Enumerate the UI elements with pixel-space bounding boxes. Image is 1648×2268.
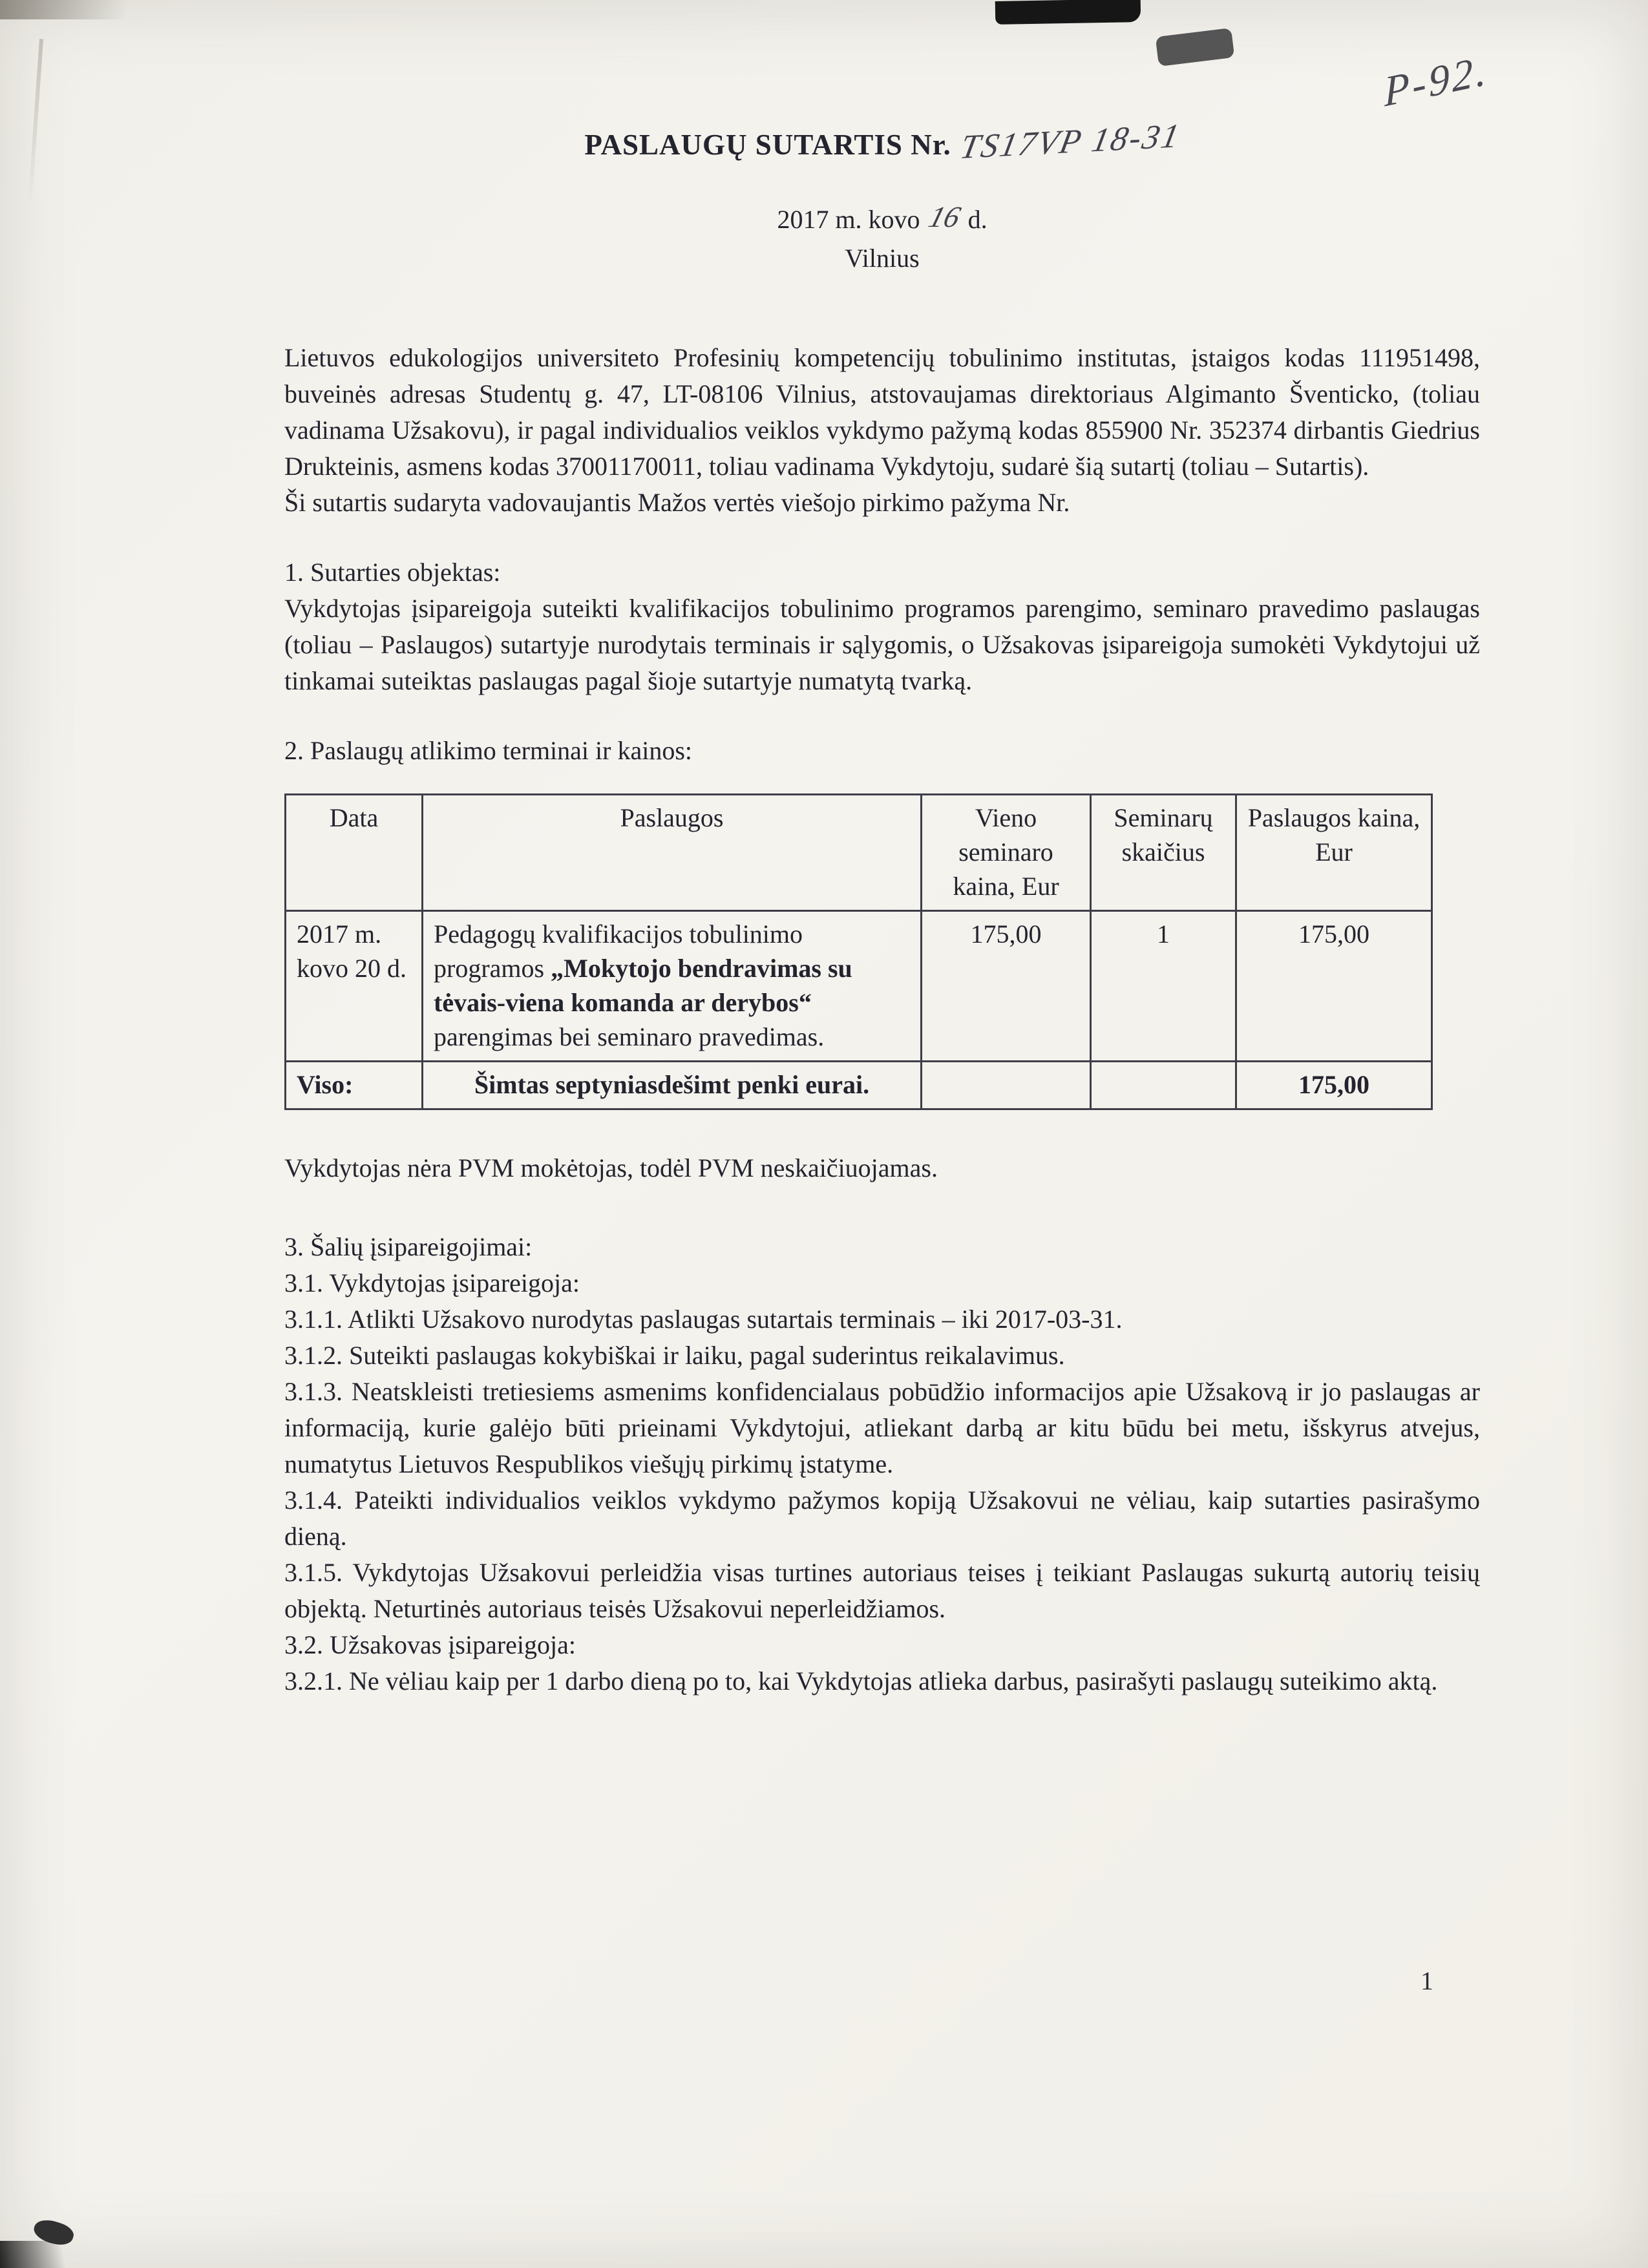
cell-total-label: Viso: (286, 1062, 423, 1109)
handwritten-date-day: 16 (924, 200, 964, 233)
document-title: PASLAUGŲ SUTARTIS Nr. (584, 129, 951, 161)
header-cell-seminar-count: Seminarų skaičius (1091, 795, 1236, 911)
section2-heading: 2. Paslaugų atlikimo terminai ir kainos: (284, 736, 693, 765)
section1-heading: 1. Sutarties objektas: (284, 558, 501, 587)
header-cell-date: Data (286, 795, 423, 911)
page-number: 1 (1421, 1966, 1433, 1995)
section3-item: 3.2. Užsakovas įsipareigoja: (284, 1630, 576, 1659)
section3-heading: 3. Šalių įsipareigojimai: (284, 1232, 533, 1261)
document-date-line (284, 200, 1480, 238)
document-city: Vilnius (845, 244, 920, 273)
table-row (286, 911, 1432, 1062)
section3-item: 3.1.2. Suteikti paslaugas kokybiškai ir laiku, pagal suderintus reikalavimus. (284, 1341, 1065, 1370)
intro-paragraph: Lietuvos edukologijos universiteto Profesinių kompetencijų tobulinimo institutas, įstaigos kodas 111951498, buveinės adresas Studentų g. 47, LT-08106 Vilnius, atstovaujamas direktoriaus Algimanto Šventicko, (toliau vadinama Užsakovu), ir pagal individualios veiklos vykdymo pažymą kodas 855900 Nr. 352374 dirbantis Giedrius Drukteinis, asmens kodas 37001170011, toliau vadinama Vykdytoju, sudarė šią sutartį (toliau – Sutartis). (284, 343, 1480, 481)
vat-note: Vykdytojas nėra PVM mokėtojas, todėl PVM neskaičiuojamas. (284, 1153, 938, 1182)
cell-unit-price: 175,00 (922, 911, 1091, 1062)
scan-artifact-top-left (0, 0, 149, 19)
service-text-tail: parengimas bei seminaro pravedimas. (434, 1022, 825, 1051)
intro-basis-line: Ši sutartis sudaryta vadovaujantis Mažos vertės viešojo pirkimo pažyma Nr. (284, 488, 1070, 517)
scan-artifact-bottom-corner (0, 2241, 78, 2268)
section3 (284, 1229, 1480, 1699)
header-cell-unit-price: Vieno seminaro kaina, Eur (922, 795, 1091, 911)
handwritten-corner-mark: P-92. (1383, 46, 1490, 116)
section3-item: 3.1. Vykdytojas įsipareigoja: (284, 1268, 580, 1297)
cell-grand-total: 175,00 (1236, 1062, 1432, 1109)
section1-body: Vykdytojas įsipareigoja suteikti kvalifikacijos tobulinimo programos parengimo, seminaro pravedimo paslaugas (toliau – Paslaugos) sutartyje nurodytais terminais ir sąlygomis, o Užsakovas įsipareigoja sumokėti Vykdytojui už tinkamai suteiktas paslaugas pagal šioje sutartyje numatytą tvarką. (284, 594, 1480, 695)
date-prefix: 2017 m. kovo (777, 205, 920, 234)
cell-date: 2017 m. kovo 20 d. (286, 911, 423, 1062)
table-total-row (286, 1062, 1432, 1109)
section3-item: 3.1.1. Atlikti Užsakovo nurodytas paslaugas sutartais terminais – iki 2017-03-31. (284, 1305, 1123, 1334)
scan-artifact-bottom-left (31, 2216, 76, 2249)
document-title-line (284, 117, 1480, 167)
date-suffix: d. (967, 205, 988, 234)
scan-artifact-top-right (1156, 28, 1235, 67)
header-cell-total-price: Paslaugos kaina, Eur (1236, 795, 1432, 911)
section3-item: 3.2.1. Ne vėliau kaip per 1 darbo dieną po to, kai Vykdytojas atlieka darbus, pasirašyti paslaugų suteikimo aktą. (284, 1666, 1438, 1696)
cell-amount-in-words: Šimtas septyniasdešimt penki eurai. (423, 1062, 922, 1109)
section3-item: 3.1.5. Vykdytojas Užsakovui perleidžia visas turtines autoriaus teises į teikiant Paslaugas sukurtą autorių teisių objektą. Neturtinės autoriaus teisės Užsakovui neperleidžiamos. (284, 1558, 1480, 1623)
cell-total-price: 175,00 (1236, 911, 1432, 1062)
cell-empty-count (1091, 1062, 1236, 1109)
service-text-plain: Pedagogų kvalifikacijos tobulinimo programos (434, 919, 803, 983)
service-text-bold: „Mokytojo bendravimas su tėvais-viena komanda ar derybos“ (434, 954, 852, 1017)
scan-artifact-left-edge (28, 39, 43, 207)
section3-item: 3.1.4. Pateikti individualios veiklos vykdymo pažymos kopiją Užsakovui ne vėliau, kaip sutarties pasirašymo dieną. (284, 1486, 1480, 1551)
section3-item: 3.1.3. Neatskleisti tretiesiems asmenims konfidencialaus pobūdžio informacijos apie Užsakovą ir jo paslaugas ar informaciją, kurie galėjo būti prieinami Vykdytojui, atliekant darbą ar kitu būdu bei metu, išskyrus atvejus, numatytus Lietuvos Respublikos viešųjų pirkimų įstatyme. (284, 1377, 1480, 1478)
cell-seminar-count: 1 (1091, 911, 1236, 1062)
cell-empty-unit (922, 1062, 1091, 1109)
header-cell-services: Paslaugos (423, 795, 922, 911)
table-header-row (286, 795, 1432, 911)
handwritten-contract-number: TS17VP 18-31 (957, 117, 1184, 167)
cell-service (423, 911, 922, 1062)
scan-artifact-top-center (995, 0, 1141, 25)
document-content (284, 117, 1480, 1699)
services-table (284, 793, 1433, 1110)
